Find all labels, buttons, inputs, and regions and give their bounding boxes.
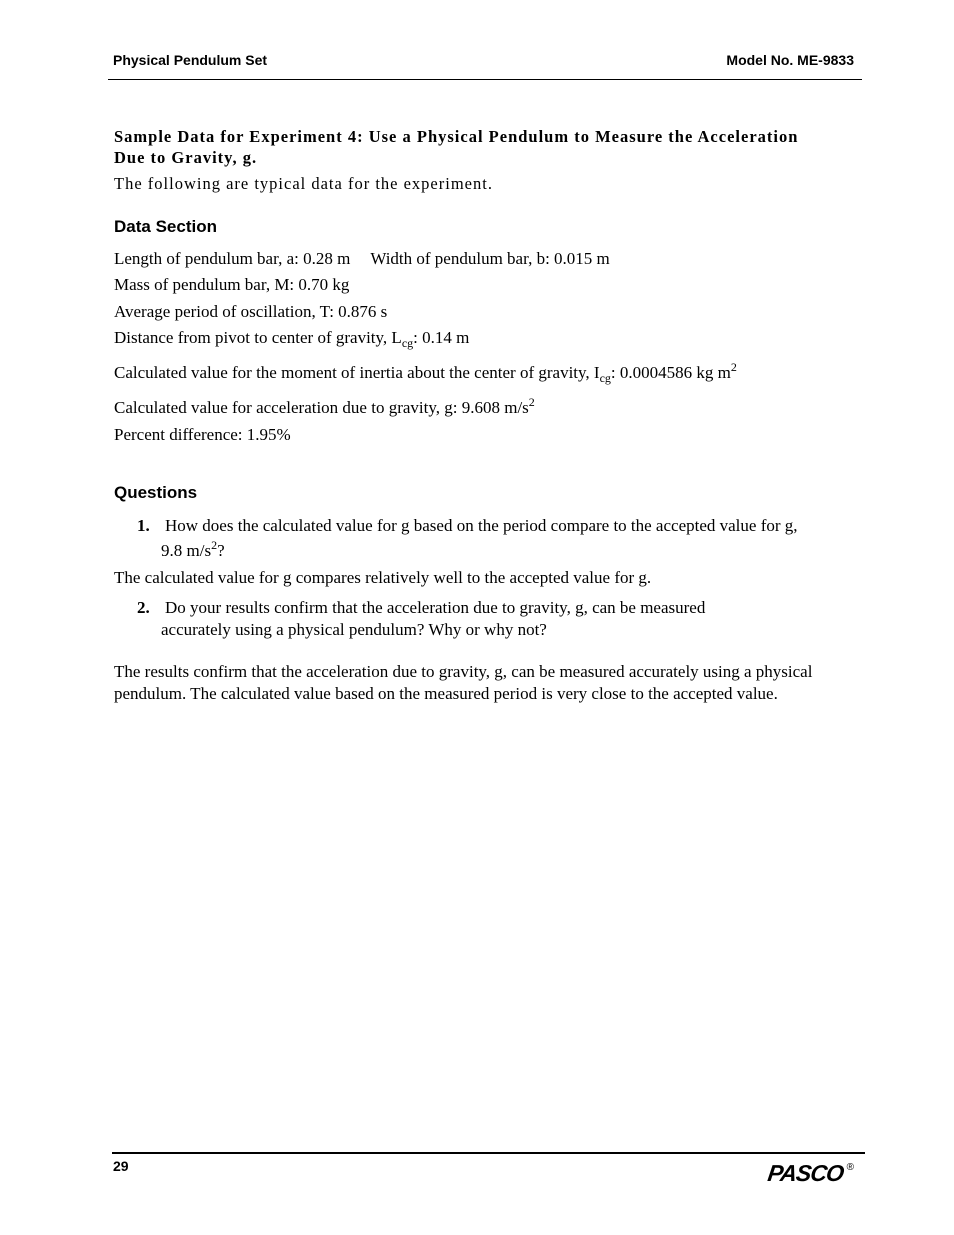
question-1-superscript: 2: [211, 538, 218, 552]
distance-suffix: : 0.14 m: [413, 328, 470, 347]
question-2: [137, 597, 862, 641]
pasco-logo-text: PASCO: [765, 1160, 845, 1186]
question-1-line1: How does the calculated value for g based on the period compare to the accepted value for g,: [165, 516, 798, 535]
question-2-line2: accurately using a physical pendulum? Why or why not?: [161, 620, 547, 639]
inertia-value: [114, 360, 737, 385]
running-header-title: Physical Pendulum Set: [113, 52, 268, 68]
inertia-superscript: 2: [730, 360, 737, 374]
percent-difference: Percent difference: 1.95%: [114, 425, 291, 444]
length-value: Length of pendulum bar, a: 0.28 m: [114, 249, 351, 268]
experiment-intro: The following are typical data for the experiment.: [114, 174, 493, 193]
footer-rule: [112, 1152, 865, 1154]
question-1: [137, 513, 862, 563]
mass-value: Mass of pendulum bar, M: 0.70 kg: [114, 275, 350, 294]
distance-subscript: cg: [401, 336, 414, 350]
question-1-number: 1.: [137, 516, 150, 535]
answer-2: The results confirm that the acceleration due to gravity, g, can be measured accurately using a physical pendulum. The calculated value based on the measured period is very close to the accepted value.: [114, 662, 813, 703]
inertia-suffix: : 0.0004586 kg m: [610, 363, 731, 382]
gravity-value: [114, 395, 535, 418]
gravity-prefix: Calculated value for acceleration due to gravity, g: 9.608 m/s: [114, 398, 529, 417]
experiment-title: Sample Data for Experiment 4: Use a Physical Pendulum to Measure the Acceleration Due to Gravity, g.: [114, 127, 799, 167]
period-value: Average period of oscillation, T: 0.876 s: [114, 302, 388, 321]
inertia-prefix: Calculated value for the moment of inertia about the center of gravity, I: [114, 363, 600, 382]
page-number: 29: [113, 1158, 129, 1174]
registered-mark: ®: [846, 1162, 854, 1173]
pasco-logo: [765, 1160, 854, 1186]
running-header-model: Model No. ME-9833: [726, 52, 854, 68]
distance-prefix: Distance from pivot to center of gravity, L: [114, 328, 402, 347]
distance-value: [114, 328, 469, 348]
questions-heading: Questions: [114, 483, 198, 502]
inertia-subscript: cg: [599, 371, 611, 385]
data-section-heading: Data Section: [114, 217, 217, 236]
answer-1: The calculated value for g compares relatively well to the accepted value for g.: [114, 568, 652, 587]
header-rule: [108, 79, 862, 80]
gravity-superscript: 2: [528, 395, 535, 409]
question-1-line2: [137, 538, 862, 563]
question-2-line1: Do your results confirm that the acceleration due to gravity, g, can be measured: [165, 598, 706, 617]
width-value: Width of pendulum bar, b: 0.015 m: [370, 249, 610, 268]
question-1-line2-prefix: 9.8 m/s: [161, 541, 212, 560]
length-width-line: [114, 249, 610, 269]
question-2-number: 2.: [137, 598, 150, 617]
question-1-line2-suffix: ?: [217, 541, 225, 560]
